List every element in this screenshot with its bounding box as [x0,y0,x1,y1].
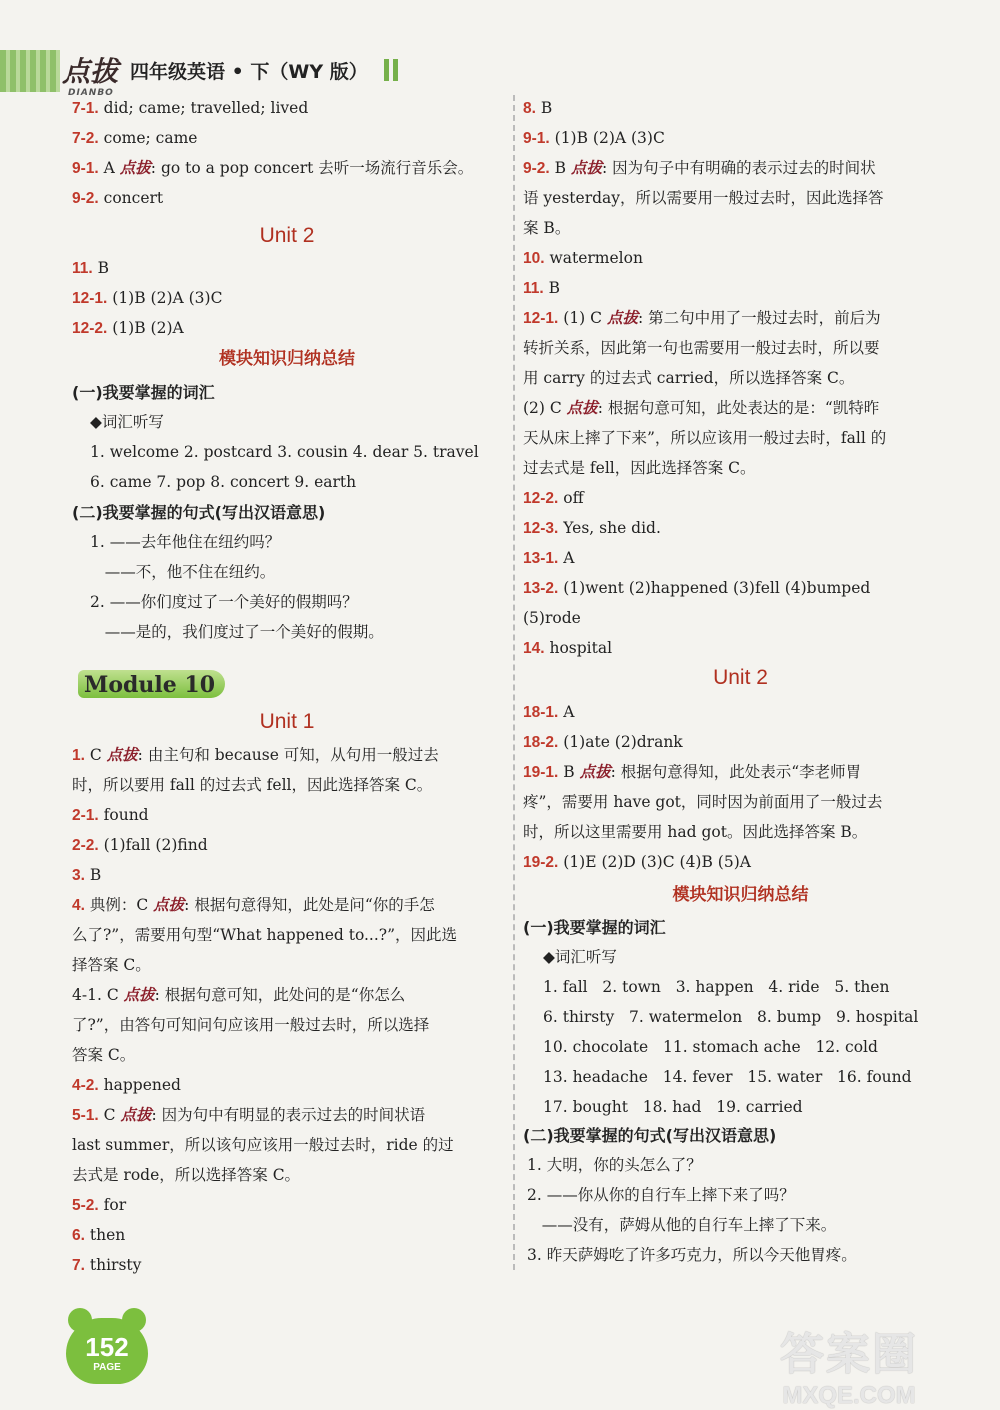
answer-number: 5-1. [72,1107,99,1124]
answer-line [72,1078,181,1094]
text-line: 1. fall 2. town 3. happen 4. ride 5. then [543,978,890,996]
answer-number: 11. [72,260,93,277]
answer-number: 4. [72,897,85,914]
watermark-url: MXQE.COM [782,1382,916,1409]
answer-text: A [558,549,575,567]
answer-line [72,131,197,147]
answer-text: A [98,159,120,177]
answer-text: happened [98,1076,181,1094]
answer-text: come; came [98,129,198,147]
answer-text: A [558,703,575,721]
answer-line [72,101,308,117]
answer-text: 天从床上摔了下来”，所以应该用一般过去时，fall 的 [523,429,887,447]
answer-text: 疼”，需要用 have got，同时因为前面用了一般过去 [523,793,883,811]
answer-text: 时，所以这里需要用 had got。因此选择答案 B。 [523,823,868,841]
answer-line [523,491,584,507]
sentence-heading: (二)我要掌握的句式(写出汉语意思) [72,503,326,522]
answer-number: 9-1. [523,130,550,147]
answer-line [523,371,854,387]
answer-line [523,581,870,597]
answer-text: (1)B (2)A (3)C [107,289,223,307]
answer-text: B [543,279,561,297]
answer-number: 18-2. [523,734,559,751]
answer-text: thirsty [84,1256,142,1274]
answer-line [72,988,405,1004]
answer-number: 2-2. [72,837,99,854]
page-number-badge [66,1318,148,1384]
answer-line [72,1018,429,1034]
answer-text: (1)B (2)A [107,319,184,337]
sentence-heading: (二)我要掌握的句式(写出汉语意思) [523,1126,777,1145]
unit-heading: Unit 2 [713,666,768,689]
answer-number: 19-2. [523,854,559,871]
dianbo-tag: 点拔 [123,986,155,1004]
answer-line [523,431,886,447]
answer-number: 9-2. [72,190,99,207]
unit-heading: Unit 2 [259,224,315,247]
answer-line [523,251,643,267]
answer-text: (1)fall (2)find [98,836,208,854]
answer-line [523,311,881,327]
answer-number: 9-1. [72,160,99,177]
answer-number: 12-2. [523,490,559,507]
page-number: 152 [85,1332,129,1362]
answer-number: 13-2. [523,580,559,597]
answer-number: 3. [72,867,85,884]
dianbo-tag: 点拔 [570,159,602,177]
summary-heading: 模块知识归纳总结 [672,885,809,905]
answer-line [523,401,879,417]
answer-text: B [92,259,110,277]
dianbo-tag: 点拔 [606,309,638,327]
vocab-row: 6. came 7. pop 8. concert 9. earth [90,473,357,491]
answer-text: (5)rode [523,609,581,627]
text-line: 6. thirsty 7. watermelon 8. bump 9. hospital [543,1008,919,1026]
answer-explanation: : 因为句中有明显的表示过去的时间状语 [151,1106,426,1124]
answer-text: 语 yesterday，所以需要用一般过去时，因此选择答 [523,189,884,207]
page-label: PAGE [93,1362,121,1373]
answer-explanation: : 因为句子中有明确的表示过去的时间状 [601,159,876,177]
answer-line [523,341,880,357]
answer-line [72,1168,300,1184]
answer-number: 14. [523,640,545,657]
brand-sub: DIANBO [68,88,114,98]
book-title: 四年级英语 • 下（WY 版） [130,60,368,83]
answer-line [523,611,581,627]
answer-line [72,261,109,277]
answer-text: for [98,1196,127,1214]
answer-text: (1) C [558,309,607,327]
answer-text: B [84,866,102,884]
text-line: ——不，他不住在纽约。 [90,563,276,581]
vocab-subheading: ◆词汇听写 [543,948,617,966]
text-line: 2. ——你从你的自行车上摔下来了吗？ [527,1186,795,1204]
answer-line [523,161,876,177]
vocab-subheading: ◆词汇听写 [90,413,164,431]
answer-line [72,1258,141,1274]
text-line: 1. ——去年他住在纽约吗？ [90,533,281,551]
answer-line [523,551,574,567]
answer-explanation: : 第二句中用了一般过去时，前后为 [637,309,881,327]
answer-line [72,778,432,794]
answer-text: 择答案 C。 [72,956,151,974]
answer-text: 4-1. C [72,986,124,1004]
answer-number: 19-1. [523,764,559,781]
answer-number: 13-1. [523,550,559,567]
text-line: 17. bought 18. had 19. carried [543,1098,803,1116]
text-line: 3. 昨天萨姆吃了许多巧克力，所以今天他胃疼。 [527,1246,857,1264]
answer-text: B [549,159,571,177]
answer-number: 12-3. [523,520,559,537]
answer-line [523,191,884,207]
answer-text: 典例：C [84,896,154,914]
answer-line [72,928,457,944]
unit-heading: Unit 1 [259,710,315,733]
answer-text: 了?”，由答句可知问句应该用一般过去时，所以选择 [72,1016,430,1034]
answer-text: 时，所以要用 fall 的过去式 fell，因此选择答案 C。 [72,776,433,794]
answer-number: 11. [523,280,544,297]
answer-text: 过去式是 fell，因此选择答案 C。 [523,459,756,477]
answer-line [72,161,473,177]
answer-text: did; came; travelled; lived [98,99,309,117]
answer-text: C [84,746,107,764]
answer-line [523,765,861,781]
answer-text: off [558,489,584,507]
answer-explanation: : 根据句意可知，此处问的是“你怎么 [154,986,406,1004]
answer-text: (1)B (2)A (3)C [549,129,665,147]
answer-line [523,101,552,117]
answer-text: hospital [544,639,613,657]
answer-explanation: : 由主句和 because 可知，从句用一般过去 [137,746,439,764]
brand-name: 点拔 [62,55,119,88]
title-bars-decoration [384,59,398,81]
answer-line [72,191,163,207]
module-heading: Module 10 [78,670,225,698]
answer-line [523,221,570,237]
answer-line [523,705,574,721]
answer-line [523,735,683,751]
text-line: 10. chocolate 11. stomach ache 12. cold [543,1038,878,1056]
text-line: ——是的，我们度过了一个美好的假期。 [90,623,384,641]
answer-line [523,641,612,657]
answer-text: 案 B。 [523,219,571,237]
dianbo-tag: 点拔 [119,159,151,177]
answer-text: 用 carry 的过去式 carried，所以选择答案 C。 [523,369,855,387]
watermark-logo: 答案圈 [780,1329,918,1380]
dianbo-tag: 点拔 [153,896,185,914]
dianbo-tag: 点拔 [566,399,598,417]
answer-text: B [535,99,553,117]
answer-explanation: : 根据句意可知，此处表达的是：“凯特昨 [597,399,880,417]
answer-text: 去式是 rode，所以选择答案 C。 [72,1166,301,1184]
answer-text: 么了?”，需要用句型“What happened to...?”，因此选 [72,926,458,944]
answer-line [72,808,149,824]
answer-number: 8. [523,100,536,117]
answer-line [523,825,867,841]
answer-line [523,461,756,477]
answer-line [523,281,560,297]
answer-text: C [98,1106,121,1124]
answer-explanation: : 根据句意得知，此处表示“李老师胃 [610,763,862,781]
answer-number: 12-1. [523,310,559,327]
answer-text: last summer，所以该句应该用一般过去时，ride 的过 [72,1136,454,1154]
answer-line [72,868,101,884]
column-divider [513,95,515,1270]
vocab-heading: (一)我要掌握的词汇 [523,918,666,937]
answer-explanation: : go to a pop concert 去听一场流行音乐会。 [150,159,474,177]
answer-line [523,131,665,147]
answer-line [523,855,751,871]
answer-line [72,748,439,764]
dianbo-tag: 点拔 [120,1106,152,1124]
answer-number: 2-1. [72,807,99,824]
answer-line [72,838,208,854]
dianbo-tag: 点拔 [106,746,138,764]
answer-line [523,521,661,537]
answer-number: 7-1. [72,100,99,117]
answer-number: 7. [72,1257,85,1274]
answer-number: 12-2. [72,320,108,337]
answer-line [523,795,882,811]
answer-line [72,1108,425,1124]
answer-line [72,1228,125,1244]
answer-number: 18-1. [523,704,559,721]
answer-line [72,1138,454,1154]
brand-logo [62,50,119,98]
answer-line [72,958,151,974]
answer-text: 转折关系，因此第一句也需要用一般过去时，所以要 [523,339,880,357]
header-stripe [0,50,60,92]
page-header [62,48,398,98]
text-line: 13. headache 14. fever 15. water 16. found [543,1068,912,1086]
answer-line [72,1198,126,1214]
answer-number: 7-2. [72,130,99,147]
answer-number: 6. [72,1227,85,1244]
text-line: ——没有，萨姆从他的自行车上摔了下来。 [527,1216,837,1234]
answer-explanation: : 根据句意得知，此处是问“你的手怎 [184,896,435,914]
answer-text: (1)ate (2)drank [558,733,683,751]
answer-line [72,321,184,337]
text-line: 2. ——你们度过了一个美好的假期吗？ [90,593,358,611]
answer-number: 12-1. [72,290,108,307]
answer-text: B [558,763,580,781]
answer-line [72,291,222,307]
answer-text: (2) C [523,399,567,417]
dianbo-tag: 点拔 [579,763,611,781]
vocab-heading: (一)我要掌握的词汇 [72,383,215,402]
answer-number: 9-2. [523,160,550,177]
answer-text: (1)E (2)D (3)C (4)B (5)A [558,853,751,871]
answer-number: 5-2. [72,1197,99,1214]
answer-number: 4-2. [72,1077,99,1094]
answer-line [72,1048,135,1064]
text-line: 1. 大明，你的头怎么了？ [527,1156,702,1174]
answer-text: watermelon [544,249,643,267]
answer-text: 答案 C。 [72,1046,136,1064]
answer-text: (1)went (2)happened (3)fell (4)bumped [558,579,871,597]
answer-number: 1. [72,747,85,764]
watermark [780,1318,918,1410]
answer-text: concert [98,189,164,207]
vocab-row: 1. welcome 2. postcard 3. cousin 4. dear 5. travel [90,443,479,461]
answer-text: then [84,1226,126,1244]
answer-text: found [98,806,149,824]
answer-line [72,898,435,914]
answer-number: 10. [523,250,545,267]
summary-heading: 模块知识归纳总结 [219,349,355,369]
answer-text: Yes, she did. [558,519,661,537]
